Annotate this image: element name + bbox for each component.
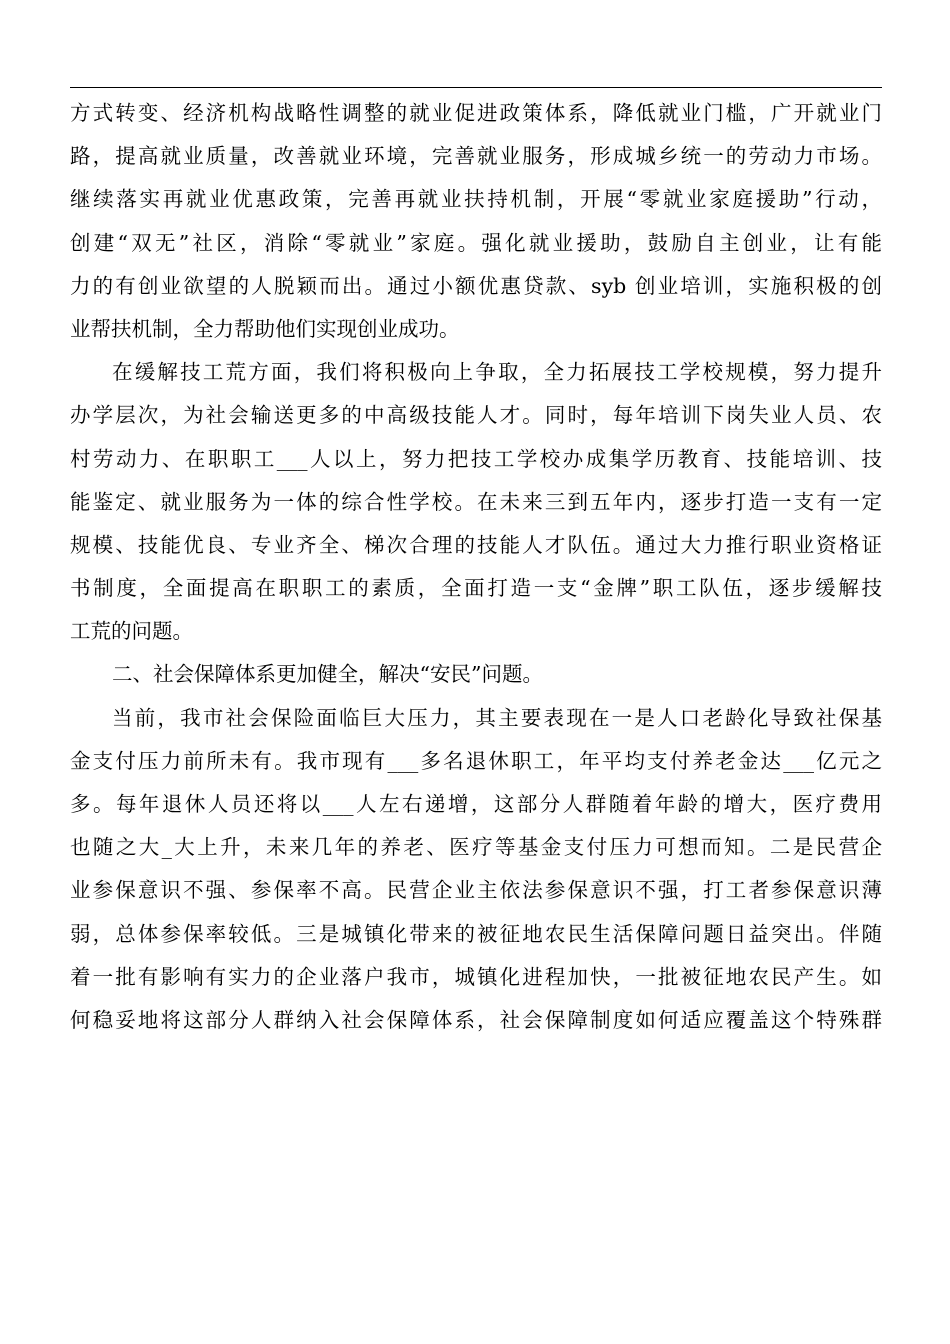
text-line: 弱，总体参保率较低。三是城镇化带来的被征地农民生活保障问题日益突出。伴随 <box>70 921 882 946</box>
text-line: 在缓解技工荒方面，我们将积极向上争取，全力拓展技工学校规模，努力提升 <box>112 360 882 385</box>
text-line: 着一批有影响有实力的企业落户我市，城镇化进程加快，一批被征地农民产生。如 <box>70 964 882 989</box>
text-line: 工荒的问题。 <box>70 619 193 644</box>
header-rule <box>70 87 882 88</box>
text-line: 办学层次，为社会输送更多的中高级技能人才。同时，每年培训下岗失业人员、农 <box>70 403 882 428</box>
paragraph-skilled-worker-shortage <box>70 351 882 653</box>
text-line: 继续落实再就业优惠政策，完善再就业扶持机制，开展“零就业家庭援助”行动， <box>70 187 882 212</box>
text-line: 多。每年退休人员还将以___人左右递增，这部分人群随着年龄的增大，医疗费用 <box>70 792 882 816</box>
section-heading-text: 二、社会保障体系更加健全，解决“安民”问题。 <box>112 662 543 687</box>
text-line: 金支付压力前所未有。我市现有___多名退休职工，年平均支付养老金达___亿元之 <box>70 748 882 773</box>
text-line: 方式转变、经济机构战略性调整的就业促进政策体系，降低就业门槛，广开就业门 <box>70 101 882 125</box>
paragraph-employment-policy <box>70 92 882 351</box>
text-line: 何稳妥地将这部分人群纳入社会保障体系，社会保障制度如何适应覆盖这个特殊群 <box>70 1007 882 1032</box>
document-body <box>70 92 882 1042</box>
text-line: 书制度，全面提高在职职工的素质，全面打造一支“金牌”职工队伍，逐步缓解技 <box>70 576 882 601</box>
text-line: 业参保意识不强、参保率不高。民营企业主依法参保意识不强，打工者参保意识薄 <box>70 878 882 903</box>
text-line: 当前，我市社会保险面临巨大压力，其主要表现在一是人口老龄化导致社保基 <box>112 705 882 730</box>
text-line: 规模、技能优良、专业齐全、梯次合理的技能人才队伍。通过大力推行职业资格证 <box>70 532 882 557</box>
text-line: 能鉴定、就业服务为一体的综合性学校。在未来三到五年内，逐步打造一支有一定 <box>70 489 882 514</box>
text-line: 力的有创业欲望的人脱颖而出。通过小额优惠贷款、syb 创业培训，实施积极的创 <box>70 273 882 298</box>
text-line: 村劳动力、在职职工___人以上，努力把技工学校办成集学历教育、技能培训、技 <box>70 446 882 471</box>
text-line: 业帮扶机制，全力帮助他们实现创业成功。 <box>70 316 460 341</box>
text-line: 创建“双无”社区，消除“零就业”家庭。强化就业援助，鼓励自主创业，让有能 <box>70 230 882 255</box>
text-line: 也随之大_大上升，未来几年的养老、医疗等基金支付压力可想而知。二是民营企 <box>70 835 882 860</box>
section-heading <box>70 653 882 696</box>
text-line: 路，提高就业质量，改善就业环境，完善就业服务，形成城乡统一的劳动力市场。 <box>70 144 882 169</box>
paragraph-social-insurance-pressure <box>70 697 882 1043</box>
